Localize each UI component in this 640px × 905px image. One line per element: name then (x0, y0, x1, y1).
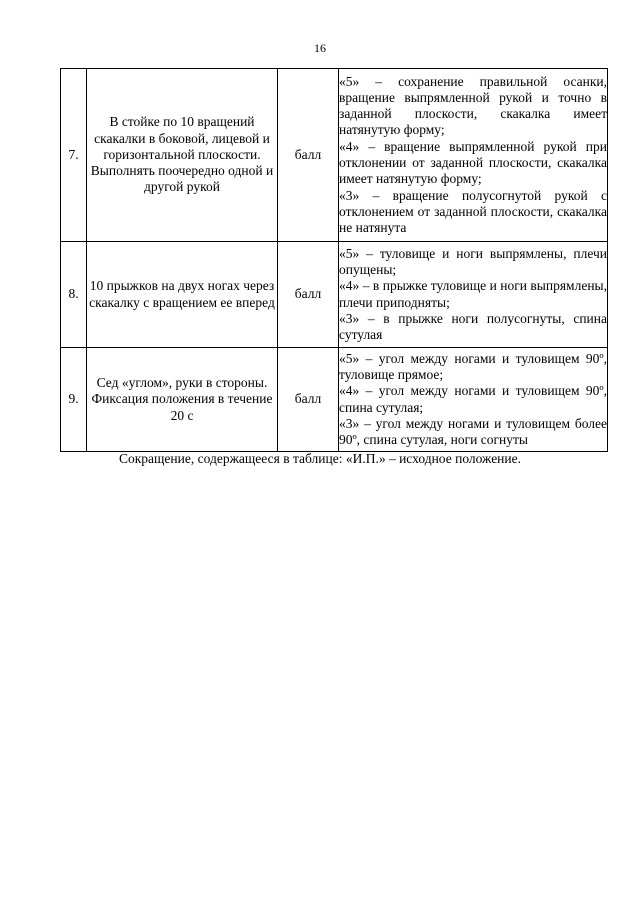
criteria-table (60, 68, 608, 452)
grades-cell (339, 348, 608, 452)
footnote: Сокращение, содержащееся в таблице: «И.П.» – исходное положение. (118, 451, 521, 466)
grade-criterion: «4» – угол между ногами и туловищем 90º, спина сутулая; (339, 383, 607, 415)
page-number: 16 (314, 41, 326, 55)
row-number: 7. (61, 69, 87, 242)
grade-criterion: «3» – в прыжке ноги полусогнуты, спина сутулая (339, 310, 607, 343)
row-number: 9. (61, 348, 87, 452)
table-row (61, 242, 608, 348)
exercise-description: В стойке по 10 вращений скакалки в боковой, лицевой и горизонтальной плоскости. Выполнять поочередно одной и другой рукой (87, 69, 278, 242)
grade-criterion: «5» – угол между ногами и туловищем 90º, туловище прямое; (339, 350, 607, 382)
exercise-description: 10 прыжков на двух ногах через скакалку с вращением ее вперед (87, 242, 278, 348)
row-number: 8. (61, 242, 87, 348)
table-row (61, 348, 608, 452)
grade-criterion: «4» – вращение выпрямленной рукой при отклонении от заданной плоскости, скакалка имеет натянутую форму; (339, 138, 607, 187)
grades-cell (339, 242, 608, 348)
unit-cell: балл (278, 348, 339, 452)
grade-criterion: «3» – вращение полусогнутой рукой с отклонением от заданной плоскости, скакалка не натянута (339, 187, 607, 236)
unit-cell: балл (278, 69, 339, 242)
grade-criterion: «4» – в прыжке туловище и ноги выпрямлены, плечи приподняты; (339, 278, 607, 310)
grades-cell (339, 69, 608, 242)
exercise-description: Сед «углом», руки в стороны. Фиксация положения в течение 20 с (87, 348, 278, 452)
grade-criterion: «5» – сохранение правильной осанки, вращение выпрямленной рукой и точно в заданной плоскости, скакалка имеет натянутую форму; (339, 73, 607, 138)
unit-cell: балл (278, 242, 339, 348)
grade-criterion: «5» – туловище и ноги выпрямлены, плечи опущены; (339, 245, 607, 277)
table-row (61, 69, 608, 242)
grade-criterion: «3» – угол между ногами и туловищем более 90º, спина сутулая, ноги согнуты (339, 415, 607, 448)
